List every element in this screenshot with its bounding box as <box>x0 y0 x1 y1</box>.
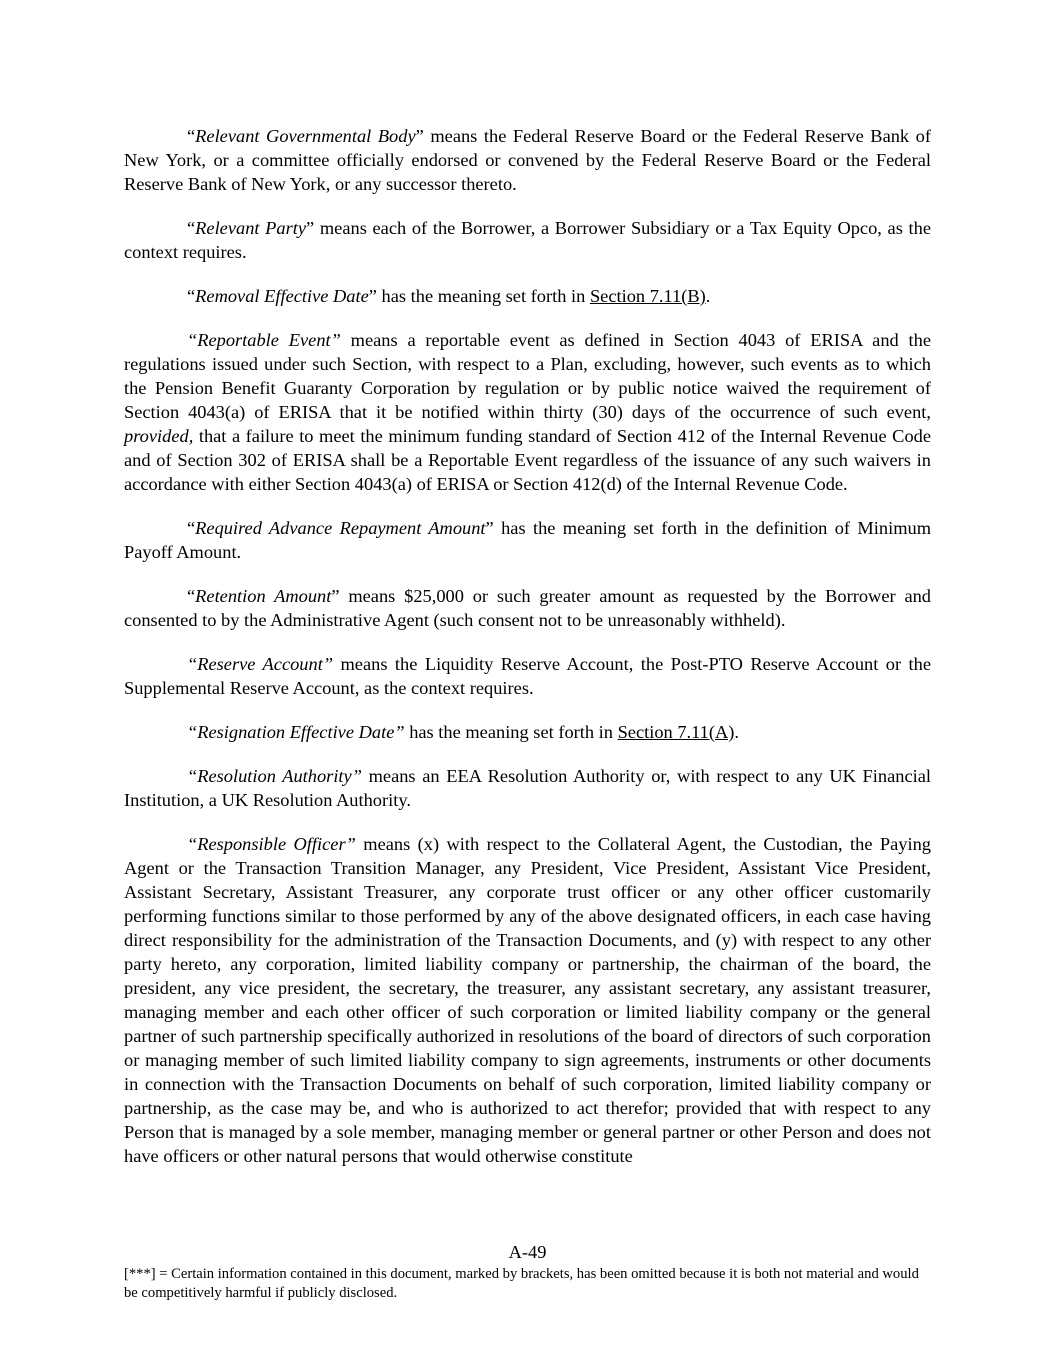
definition-removal-effective-date: “Removal Effective Date” has the meaning set forth in Section 7.11(B). <box>187 286 711 306</box>
definition-text: means $25,000 or such greater amount as requested by the Borrower and consented to by the Administrative Agent (such consent not to be unreasonably withheld). <box>124 586 931 630</box>
defined-term: Required Advance Repayment Amount <box>195 518 486 538</box>
definition-resignation-effective-date: “Resignation Effective Date” has the meaning set forth in Section 7.11(A). <box>187 722 739 742</box>
definitions-body <box>124 124 931 1168</box>
section-reference: Section 7.11(A) <box>617 722 735 742</box>
defined-term: Removal Effective Date <box>195 286 369 306</box>
definition-resolution-authority: “Resolution Authority” means an EEA Resolution Authority or, with respect to any UK Financial Institution, a UK Resolution Authority. <box>124 766 931 810</box>
definition-end: . <box>705 286 711 306</box>
defined-term: Relevant Party <box>195 218 307 238</box>
definition-reportable-event: “Reportable Event” means a reportable event as defined in Section 4043 of ERISA and the regulations issued under such Section, with respect to a Plan, excluding, however, such events as to which the Pension Benefit Guaranty Corporation by regulation or by public notice waived the requirement of Section 4043(a) of ERISA that it be notified within thirty (30) days of the occurrence of such event, provided, that a failure to meet the minimum funding standard of Section 412 of the Internal Revenue Code and of Section 302 of ERISA shall be a Reportable Event regardless of the issuance of any such waivers in accordance with either Section 4043(a) of ERISA or Section 412(d) of the Internal Revenue Code. <box>124 330 931 494</box>
provided-term: provided, <box>124 426 194 446</box>
definition-relevant-party: “Relevant Party” means each of the Borrower, a Borrower Subsidiary or a Tax Equity Opco, as the context requires. <box>124 218 931 262</box>
defined-term: Relevant Governmental Body <box>195 126 416 146</box>
definition-text: has the meaning set forth in <box>404 722 618 742</box>
section-reference: Section 7.11(B) <box>589 286 706 306</box>
definition-relevant-governmental-body: “Relevant Governmental Body” means the Federal Reserve Board or the Federal Reserve Bank of New York, or a committee officially endorsed or convened by the Federal Reserve Board or the Federal Reserve Bank of New York, or any successor thereto. <box>124 126 931 194</box>
definition-text: means (x) with respect to the Collateral Agent, the Custodian, the Paying Agent or the Transaction Transition Manager, any President, Vice President, Assistant Vice President, Assistant Secretary, Assistant Treasurer, any corporate trust officer or any other officer customarily performing functions similar to those performed by any of the above designated officers, in each case having direct responsibility for the administration of the Transaction Documents, and (y) with respect to any other party hereto, any corporation, limited liability company or partnership, the chairman of the board, the president, any vice president, the secretary, the treasurer, any assistant secretary, any assistant treasurer, managing member and each other officer of such corporation or limited liability company or the general partner of such partnership specifically authorized in resolutions of the board of directors of such corporation or managing member of such limited liability company to sign agreements, instruments or other documents in connection with the Transaction Documents on behalf of such corporation, limited liability company or partnership, as the case may be, and who is authorized to act therefor; provided that with respect to any Person that is managed by a sole member, managing member or general partner or other Person and does not have officers or other natural persons that would otherwise constitute <box>124 834 931 1166</box>
defined-term: Resignation Effective Date <box>197 722 395 742</box>
definition-text: has the meaning set forth in <box>376 286 590 306</box>
definition-text: means the Liquidity Reserve Account, the Post-PTO Reserve Account or the Supplemental Reserve Account, as the context requires. <box>124 654 932 698</box>
definition-text: means an EEA Resolution Authority or, with respect to any UK Financial Institution, a UK Resolution Authority. <box>124 766 931 810</box>
defined-term: Reserve Account <box>197 654 323 674</box>
confidentiality-footnote: [***] = Certain information contained in this document, marked by brackets, has been omitted because it is both not material and would be competitively harmful if publicly disclosed. <box>124 1266 919 1301</box>
defined-term: Resolution Authority <box>197 766 352 786</box>
definition-reserve-account: “Reserve Account” means the Liquidity Reserve Account, the Post-PTO Reserve Account or the Supplemental Reserve Account, as the context requires. <box>124 654 932 698</box>
definition-retention-amount: “Retention Amount” means $25,000 or such greater amount as requested by the Borrower and consented to by the Administrative Agent (such consent not to be unreasonably withheld). <box>124 586 931 630</box>
definition-text-continued: that a failure to meet the minimum funding standard of Section 412 of the Internal Revenue Code and of Section 302 of ERISA shall be a Reportable Event regardless of the issuance of any such waivers in accordance with either Section 4043(a) of ERISA or Section 412(d) of the Internal Revenue Code. <box>124 426 931 494</box>
definition-required-advance-repayment-amount: “Required Advance Repayment Amount” has the meaning set forth in the definition of Minimum Payoff Amount. <box>124 518 931 562</box>
definition-text: means each of the Borrower, a Borrower Subsidiary or a Tax Equity Opco, as the context requires. <box>124 218 931 262</box>
definition-responsible-officer: “Responsible Officer” means (x) with respect to the Collateral Agent, the Custodian, the Paying Agent or the Transaction Transition Manager, any President, Vice President, Assistant Vice President, Assistant Secretary, Assistant Treasurer, any corporate trust officer or any other officer customarily performing functions similar to those performed by any of the above designated officers, in each case having direct responsibility for the administration of the Transaction Documents, and (y) with respect to any other party hereto, any corporation, limited liability company or partnership, the chairman of the board, the president, any vice president, the secretary, the treasurer, any assistant secretary, any assistant treasurer, managing member and each other officer of such corporation or limited liability company or the general partner of such partnership specifically authorized in resolutions of the board of directors of such corporation or managing member of such limited liability company to sign agreements, instruments or other documents in connection with the Transaction Documents on behalf of such corporation, limited liability company or partnership, as the case may be, and who is authorized to act therefor; provided that with respect to any Person that is managed by a sole member, managing member or general partner or other Person and does not have officers or other natural persons that would otherwise constitute <box>124 834 931 1166</box>
definition-text: has the meaning set forth in the definition of Minimum Payoff Amount. <box>124 518 931 562</box>
definition-end: . <box>734 722 739 742</box>
defined-term: Retention Amount <box>195 586 332 606</box>
definition-text: means the Federal Reserve Board or the Federal Reserve Bank of New York, or a committee officially endorsed or convened by the Federal Reserve Board or the Federal Reserve Bank of New York, or any successor thereto. <box>124 126 931 194</box>
definition-text: means a reportable event as defined in Section 4043 of ERISA and the regulations issued under such Section, with respect to a Plan, excluding, however, such events as to which the Pension Benefit Guaranty Corporation by regulation or by public notice waived the requirement of Section 4043(a) of ERISA that it be notified within thirty (30) days of the occurrence of such event, <box>124 330 931 422</box>
defined-term: Reportable Event <box>197 330 331 350</box>
page-number: A-49 <box>508 1242 547 1262</box>
defined-term: Responsible Officer <box>197 834 346 854</box>
